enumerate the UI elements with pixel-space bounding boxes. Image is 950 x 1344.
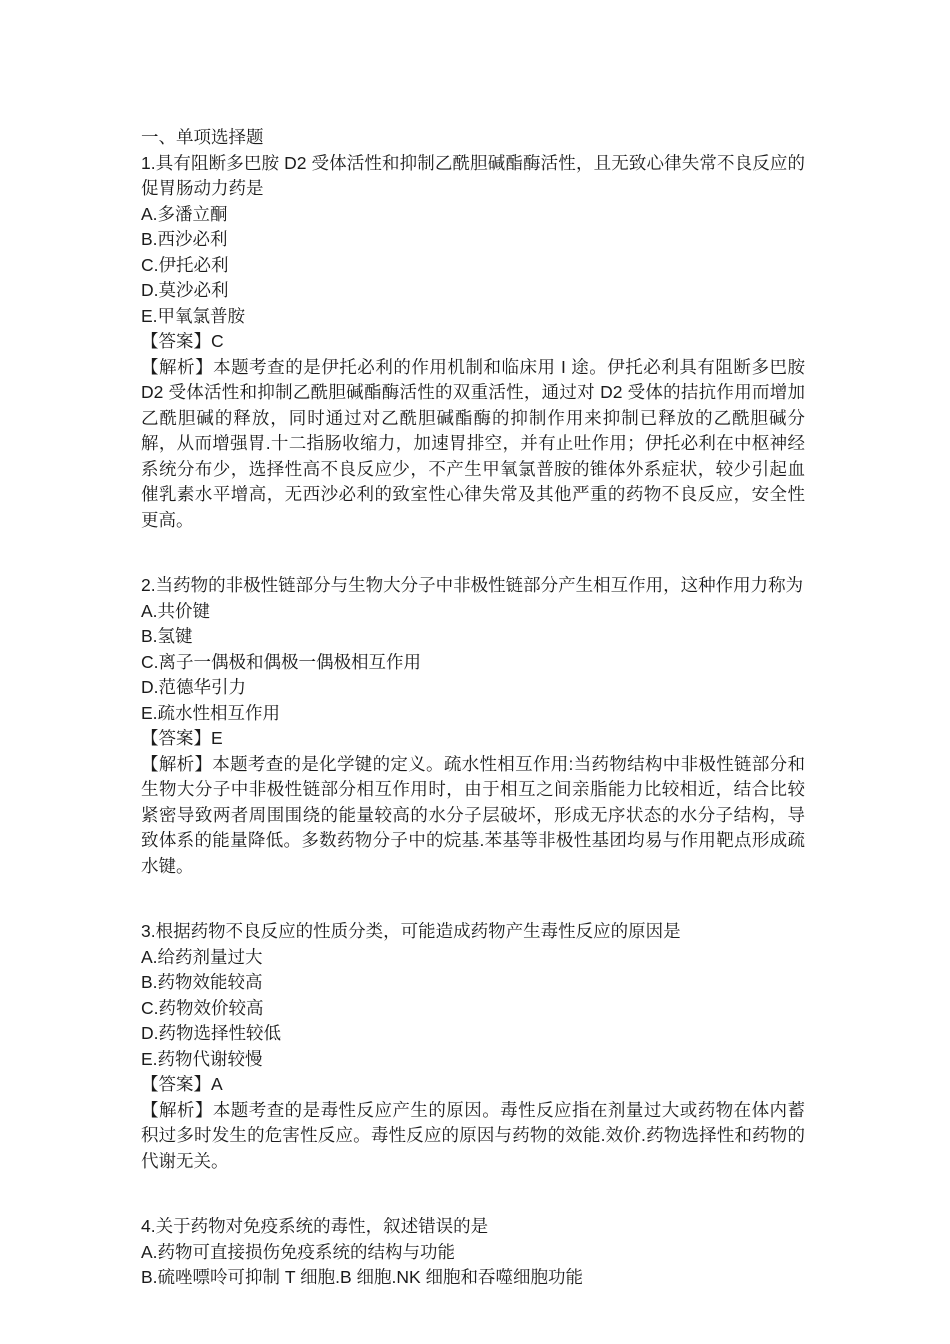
question-block-3 [141, 919, 805, 1174]
question-block-2 [141, 573, 805, 879]
question-4-stem: 4.关于药物对免疫系统的毒性，叙述错误的是 [141, 1216, 489, 1236]
question-4-option-b: B.硫唑嘌呤可抑制 T 细胞.B 细胞.NK 细胞和吞噬细胞功能 [141, 1267, 584, 1287]
question-3-analysis [141, 1098, 805, 1175]
question-1-option-a: A.多潘立酮 [141, 203, 228, 224]
question-2-option-d: D.范德华引力 [141, 677, 246, 697]
question-3-option-d: D.药物选择性较低 [141, 1023, 281, 1043]
question-2-option-a: A.共价键 [141, 600, 211, 621]
analysis-text: 本题考查的是化学键的定义。疏水性相互作用:当药物结构中非极性链部分和生物大分子中非极性链部分相互作用时，由于相互之间亲脂能力比较相近，结合比较紧密导致两者周围围绕的能量较高的水分子层破坏，形成无序状态的水分子结构，导致体系的能量降低。多数药物分子中的烷基.苯基等非极性基团均易与作用靶点形成疏水键。 [141, 753, 805, 876]
question-1-option-e: E.甲氧氯普胺 [141, 305, 246, 326]
analysis-label: 【解析】 [141, 1099, 213, 1120]
section-title: 一、单项选择题 [141, 127, 264, 147]
question-block-4 [141, 1214, 805, 1291]
question-1-analysis [141, 355, 805, 534]
question-2-answer-line [141, 726, 805, 752]
answer-value: E [211, 728, 223, 748]
answer-label: 【答案】 [141, 1074, 211, 1094]
question-1-option-d: D.莫沙必利 [141, 280, 229, 300]
question-4-option-a: A.药物可直接损伤免疫系统的结构与功能 [141, 1241, 456, 1262]
analysis-label: 【解析】 [141, 356, 214, 377]
analysis-text: 本题考查的是伊托必利的作用机制和临床用 I 途。伊托必利具有阻断多巴胺 D2 受体活性和抑制乙酰胆碱酯酶活性的双重活性，通过对 D2 受体的拮抗作用而增加乙酰胆碱的释放，同时通过对乙酰胆碱酯酶的抑制作用来抑制已释放的乙酰胆碱分解，从而增强胃.十二指肠收缩力，加速胃排空，并有止吐作用；伊托必利在中枢神经系统分布少，选择性高不良反应少，不产生甲氧氯普胺的锥体外系症状，较少引起血催乳素水平增高，无西沙必利的致室性心律失常及其他严重的药物不良反应，安全性更高。 [141, 356, 806, 530]
question-1-option-b: B.西沙必利 [141, 229, 228, 249]
question-3-option-a: A.给药剂量过大 [141, 946, 263, 967]
answer-label: 【答案】 [141, 728, 211, 748]
question-2-option-b: B.氢键 [141, 626, 193, 646]
question-1-answer-line [141, 329, 805, 355]
analysis-text: 本题考查的是毒性反应产生的原因。毒性反应指在剂量过大或药物在体内蓄积过多时发生的危害性反应。毒性反应的原因与药物的效能.效价.药物选择性和药物的代谢无关。 [141, 1099, 806, 1171]
answer-label: 【答案】 [141, 331, 211, 351]
question-2-option-c: C.离子一偶极和偶极一偶极相互作用 [141, 651, 421, 672]
question-3-answer-line [141, 1072, 805, 1098]
question-2-analysis [141, 752, 805, 880]
question-2-option-e: E.疏水性相互作用 [141, 702, 281, 723]
question-3-option-b: B.药物效能较高 [141, 972, 263, 992]
question-1-option-c: C.伊托必利 [141, 254, 229, 275]
answer-value: C [211, 331, 224, 351]
answer-value: A [211, 1074, 223, 1094]
analysis-label: 【解析】 [141, 753, 213, 774]
question-3-option-c: C.药物效价较高 [141, 997, 264, 1018]
question-3-stem: 3.根据药物不良反应的性质分类，可能造成药物产生毒性反应的原因是 [141, 921, 681, 941]
question-1-stem: 1.具有阻断多巴胺 D2 受体活性和抑制乙酰胆碱酯酶活性，且无致心律失常不良反应的促胃肠动力药是 [141, 152, 805, 198]
question-2-stem: 2.当药物的非极性链部分与生物大分子中非极性链部分产生相互作用，这种作用力称为 [141, 575, 804, 595]
question-3-option-e: E.药物代谢较慢 [141, 1048, 263, 1069]
question-block-1 [141, 151, 805, 534]
